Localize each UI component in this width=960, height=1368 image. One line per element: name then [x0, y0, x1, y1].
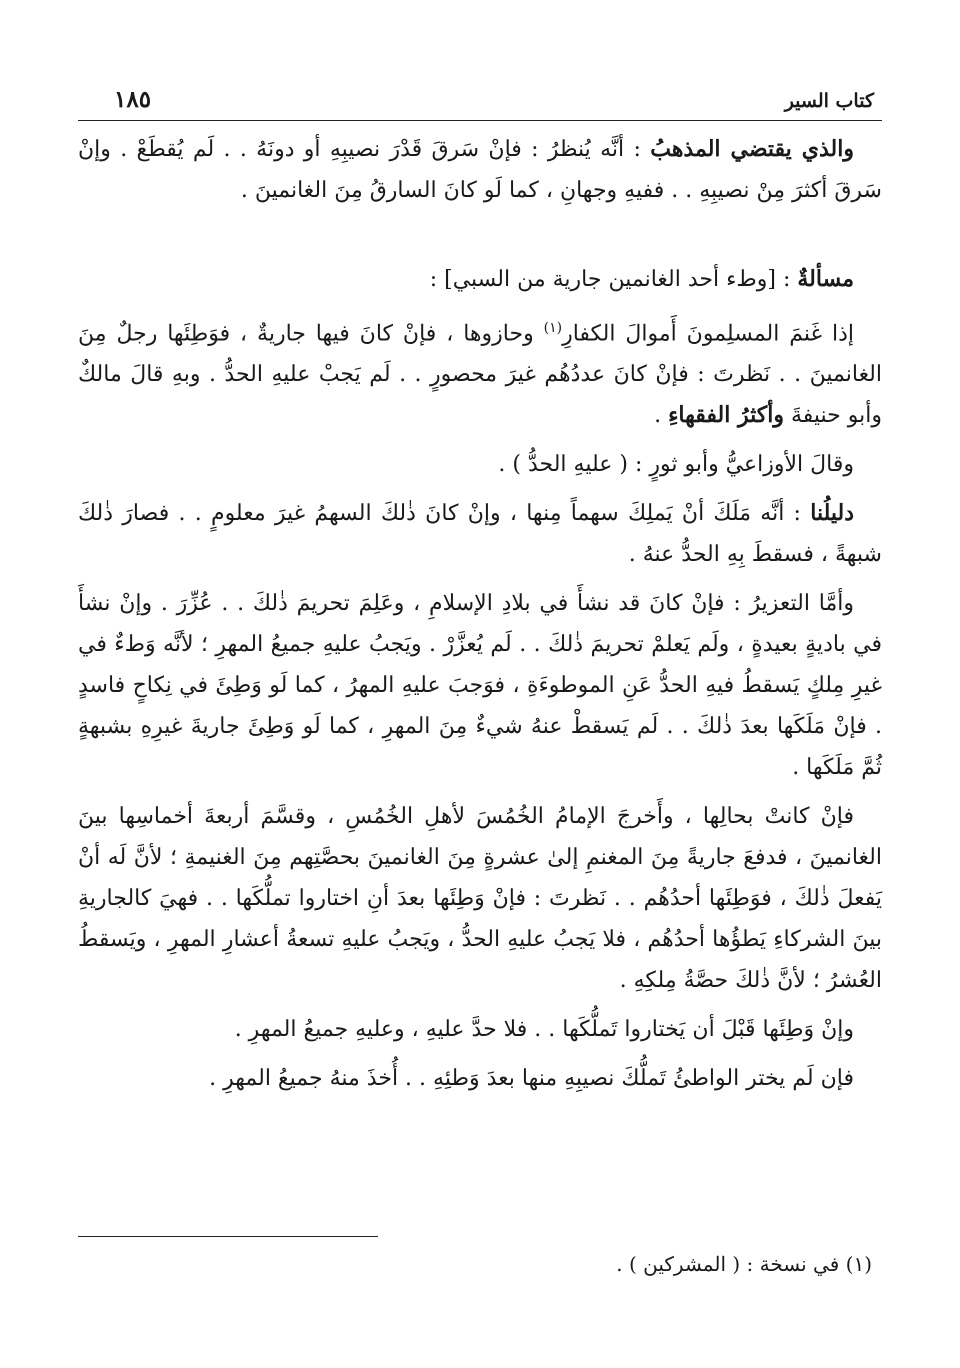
paragraph-text: فإن لَم يختر الواطئُ تَملُّكَ نصيبِهِ منها بعدَ وَطئِهِ . . أُخذَ منهُ جميعُ المهرِ .	[209, 1066, 854, 1092]
page-number: ١٨٥	[114, 86, 152, 113]
main-text	[78, 129, 882, 1099]
paragraph-text: وأمَّا التعزيرُ : فإنْ كانَ قد نشأَ في بلادِ الإسلامِ ، وعَلِمَ تحريمَ ذٰلكَ . . عُزِّرَ . وإنْ نشأَ في باديةٍ بعيدةٍ ، ولَم يَعلمْ تحريمَ ذٰلكَ . . لَم يُعزَّرْ . ويَجبُ عليهِ جميعُ المهرِ ؛ لأنَّه وَطءٌ في غيرِ مِلكٍ يَسقطُ فيهِ الحدُّ عَنِ الموطوءَةِ ، فوَجبَ عليهِ المهرُ ، كما لَو وَطِئَ في نِكاحٍ فاسدٍ . فإنْ مَلَكَها بعدَ ذٰلكَ . . لَم يَسقطْ عنهُ شيءٌ مِنَ المهرِ ، كما لَو وَطِئَ جاريةَ غيرِهِ بشبهةٍ ثُمَّ مَلَكَها .	[78, 591, 882, 781]
footnote-text: في نسخة : ( المشركين ) .	[616, 1252, 840, 1276]
paragraph-text: وقالَ الأوزاعيُّ وأبو ثورٍ : ( عليهِ الحدُّ ) .	[498, 452, 854, 478]
masala-heading	[78, 259, 882, 300]
masala-title: : [وطء أحد الغانمين جارية من السبي] :	[429, 267, 798, 292]
page-header	[78, 86, 882, 121]
book-page	[78, 86, 882, 1338]
paragraph-text: وإنْ وَطِئَها قَبْلَ أن يَختاروا تَملُّكَها . . فلا حدَّ عليهِ ، وعليهِ جميعُ المهرِ .	[234, 1017, 854, 1043]
paragraph-text: فإنْ كانتْ بحالِها ، وأَخرجَ الإمامُ الخُمُسَ لأهلِ الخُمُسِ ، وقسَّمَ أربعةَ أخماسِها بينَ الغانمينَ ، فدفعَ جاريةً مِنَ المغنمِ إلىٰ عشرةٍ مِنَ الغانمينَ بحصَّتِهم مِنَ الغنيمةِ ؛ لأنَّ لَه أنْ يَفعلَ ذٰلكَ ، فوَطِئَها أحدُهُم . . نَظرتَ : فإنْ وَطِئَها بعدَ أنِ اختاروا تملُّكَها . . فهيَ كالجاريةِ بينَ الشركاءِ يَطؤُها أحدُهُم ، فلا يَجبُ عليهِ الحدُّ ، ويَجبُ عليهِ تسعةُ أعشارِ المهرِ ، ويَسقطُ العُشرُ ؛ لأنَّ ذٰلكَ حصَّةُ مِلكِهِ .	[78, 804, 882, 994]
paragraph-no-choice	[78, 1058, 882, 1099]
paragraph-text: .	[654, 403, 669, 429]
paragraph-awzai	[78, 444, 882, 485]
running-title: كتاب السير	[784, 90, 874, 112]
paragraph-case	[78, 308, 882, 436]
footnote-reference: (١)	[543, 320, 563, 336]
paragraph-evidence	[78, 493, 882, 575]
paragraph-bold-phrase: وأكثرُ الفقهاءِ	[668, 402, 784, 429]
paragraph-tazir	[78, 583, 882, 788]
paragraph-madhab	[78, 129, 882, 211]
footnote	[616, 1252, 872, 1276]
paragraph-before-choice	[78, 1009, 882, 1050]
paragraph-text: : أنَّه مَلَكَ أنْ يَملِكَ سهماً مِنها ، وإنْ كانَ ذٰلكَ السهمُ غيرَ معلومٍ . . فصارَ ذٰلكَ شبهةً ، فسقطَ بِهِ الحدُّ عنهُ .	[78, 501, 882, 568]
paragraph-lead: دليلُنا	[810, 500, 854, 527]
paragraph-text: إذا غَنمَ المسلِمونَ أَموالَ الكفارِ	[562, 321, 854, 347]
paragraph-text: وحازوها ، فإنْ كانَ فيها جاريةٌ ، فوَطِئَها رجلٌ مِنَ الغانمينَ . . نَظرتَ : فإنْ كانَ عددُهُم غيرَ محصورٍ . . لَم يَجبْ عليهِ الحدُّ . وبهِ قالَ مالكٌ وأبو حنيفةَ	[78, 321, 882, 429]
paragraph-lead: والذي يقتضي المذهبُ	[650, 136, 854, 162]
paragraph-khumus	[78, 796, 882, 1001]
paragraph-text: : أنَّه يُنظرُ : فإنْ سَرقَ قَدْرَ نصيبِهِ أو دونَهُ . . لَم يُقطَعْ . وإنْ سَرقَ أكثرَ مِنْ نصيبِهِ . . ففيهِ وجهانِ ، كما لَو كانَ السارقُ مِنَ الغانمينَ .	[78, 137, 882, 203]
footnote-divider	[78, 1236, 378, 1237]
masala-label: مسألةٌ	[797, 266, 854, 292]
footnote-number: (١)	[845, 1252, 872, 1276]
